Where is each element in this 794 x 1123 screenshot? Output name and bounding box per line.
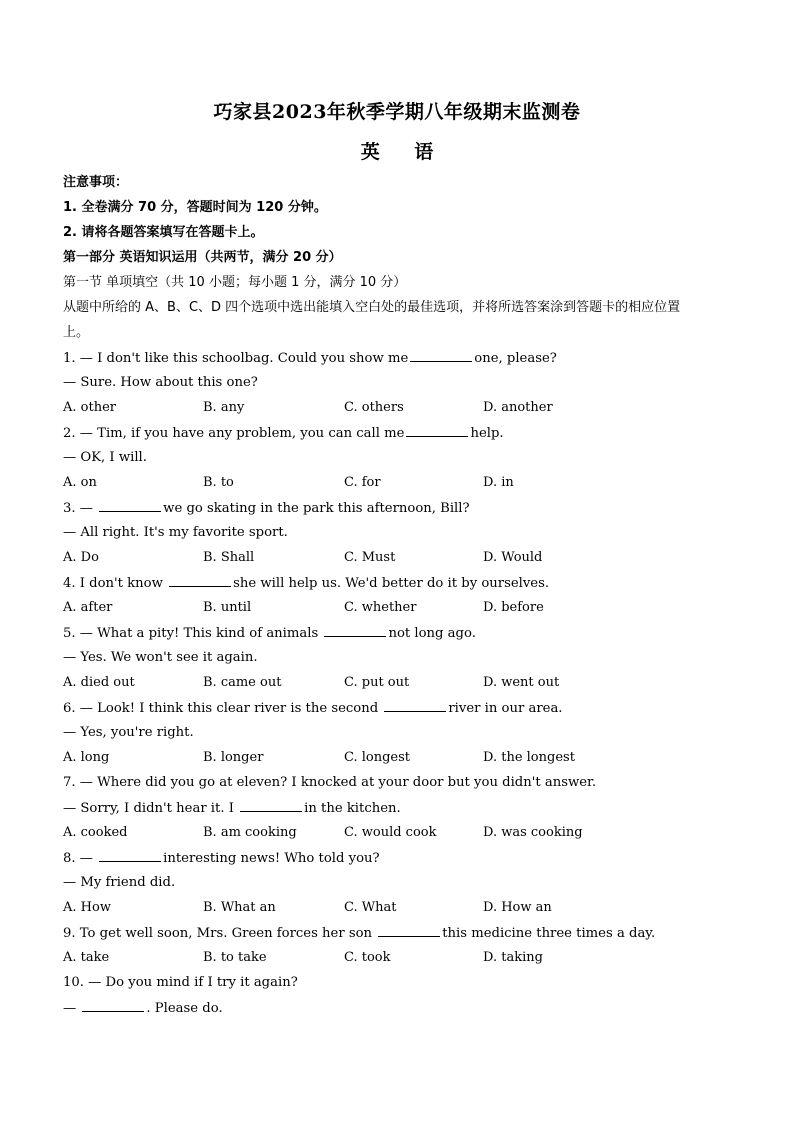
instruction-line-2: 上。 xyxy=(63,325,90,340)
q7-option-c: C. would cook xyxy=(344,825,437,840)
q9-option-b: B. to take xyxy=(203,950,267,965)
question-7-reply: — Sorry, I didn't hear it. I in the kitchen. xyxy=(63,801,401,816)
question-4-stem: 4. I don't know she will help us. We'd better do it by ourselves. xyxy=(63,576,550,591)
question-8-reply: — My friend did. xyxy=(63,875,176,890)
q1-option-c: C. others xyxy=(344,400,404,415)
answer-blank xyxy=(82,999,144,1012)
q7-option-d: D. was cooking xyxy=(483,825,583,840)
note-2: 2. 请将各题答案填写在答题卡上。 xyxy=(63,225,264,240)
instruction-line-1: 从题中所给的 A、B、C、D 四个选项中选出能填入空白处的最佳选项，并将所选答案涂到答题卡的相应位置 xyxy=(63,300,681,315)
q2-option-b: B. to xyxy=(203,475,234,490)
answer-blank xyxy=(240,799,302,812)
q1-option-b: B. any xyxy=(203,400,245,415)
q3-option-d: D. Would xyxy=(483,550,543,565)
question-2-reply: — OK, I will. xyxy=(63,450,147,465)
q4-option-b: B. until xyxy=(203,600,252,615)
note-1: 1. 全卷满分 70 分，答题时间为 120 分钟。 xyxy=(63,200,327,215)
q9-option-d: D. taking xyxy=(483,950,543,965)
q5-option-d: D. went out xyxy=(483,675,560,690)
q4-option-d: D. before xyxy=(483,600,544,615)
answer-blank xyxy=(406,424,468,437)
q7-option-a: A. cooked xyxy=(63,825,128,840)
q2-option-d: D. in xyxy=(483,475,514,490)
question-3-reply: — All right. It's my favorite sport. xyxy=(63,525,288,540)
answer-blank xyxy=(169,574,231,587)
answer-blank xyxy=(324,624,386,637)
question-6-reply: — Yes, you're right. xyxy=(63,725,194,740)
q5-option-a: A. died out xyxy=(63,675,135,690)
answer-blank xyxy=(410,349,472,362)
q8-option-c: C. What xyxy=(344,900,397,915)
q4-option-c: C. whether xyxy=(344,600,417,615)
q6-option-c: C. longest xyxy=(344,750,411,765)
answer-blank xyxy=(99,849,161,862)
question-1-stem: 1. — I don't like this schoolbag. Could you show me one, please? xyxy=(63,351,557,366)
q6-option-d: D. the longest xyxy=(483,750,575,765)
question-8-stem: 8. — interesting news! Who told you? xyxy=(63,851,380,866)
q8-option-d: D. How an xyxy=(483,900,552,915)
q6-option-b: B. longer xyxy=(203,750,264,765)
q2-option-c: C. for xyxy=(344,475,381,490)
q5-option-b: B. came out xyxy=(203,675,282,690)
question-5-stem: 5. — What a pity! This kind of animals not long ago. xyxy=(63,626,476,641)
q9-option-a: A. take xyxy=(63,950,110,965)
q8-option-a: A. How xyxy=(63,900,111,915)
section1-heading: 第一节 单项填空（共 10 小题；每小题 1 分，满分 10 分） xyxy=(63,275,407,290)
q5-option-c: C. put out xyxy=(344,675,410,690)
q1-option-a: A. other xyxy=(63,400,116,415)
question-9-stem: 9. To get well soon, Mrs. Green forces her son this medicine three times a day. xyxy=(63,926,656,941)
q8-option-b: B. What an xyxy=(203,900,276,915)
exam-title: 巧家县2023年秋季学期八年级期末监测卷 xyxy=(213,101,581,123)
q3-option-a: A. Do xyxy=(63,550,99,565)
q4-option-a: A. after xyxy=(63,600,113,615)
question-2-stem: 2. — Tim, if you have any problem, you can call me help. xyxy=(63,426,504,441)
question-3-stem: 3. — we go skating in the park this afternoon, Bill? xyxy=(63,501,470,516)
question-10-reply: — . Please do. xyxy=(63,1001,223,1016)
question-5-reply: — Yes. We won't see it again. xyxy=(63,650,258,665)
q3-option-c: C. Must xyxy=(344,550,396,565)
answer-blank xyxy=(378,924,440,937)
notes-heading: 注意事项： xyxy=(63,175,129,190)
question-6-stem: 6. — Look! I think this clear river is the second river in our area. xyxy=(63,701,563,716)
subject-title: 英 语 xyxy=(360,141,448,163)
q9-option-c: C. took xyxy=(344,950,391,965)
q3-option-b: B. Shall xyxy=(203,550,255,565)
question-10-stem: 10. — Do you mind if I try it again? xyxy=(63,975,298,990)
answer-blank xyxy=(99,499,161,512)
q6-option-a: A. long xyxy=(63,750,110,765)
answer-blank xyxy=(384,699,446,712)
q7-option-b: B. am cooking xyxy=(203,825,297,840)
question-1-reply: — Sure. How about this one? xyxy=(63,375,258,390)
q2-option-a: A. on xyxy=(63,475,97,490)
part1-heading: 第一部分 英语知识运用（共两节，满分 20 分） xyxy=(63,250,342,265)
q1-option-d: D. another xyxy=(483,400,553,415)
question-7-stem: 7. — Where did you go at eleven? I knocked at your door but you didn't answer. xyxy=(63,775,597,790)
